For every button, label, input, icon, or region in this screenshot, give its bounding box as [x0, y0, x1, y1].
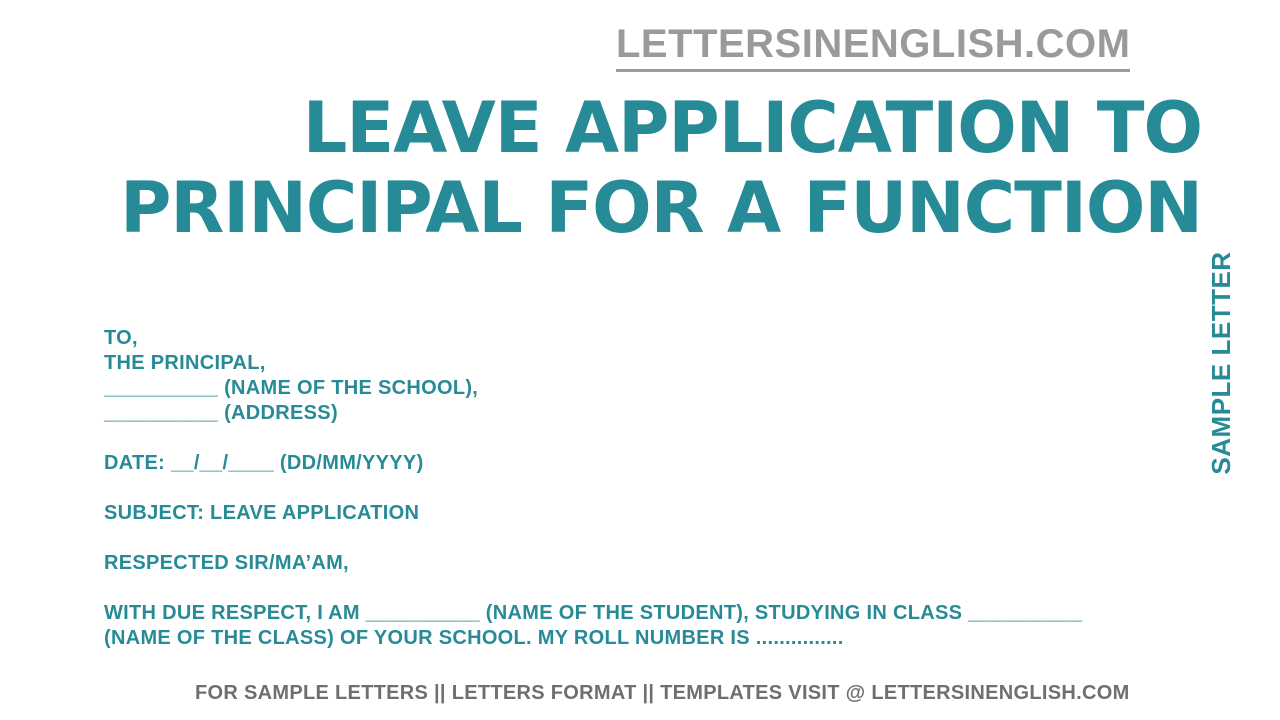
page-title-line-2: PRINCIPAL FOR A FUNCTION — [120, 167, 1202, 249]
page-title — [120, 88, 1202, 248]
footer-banner: FOR SAMPLE LETTERS || LETTERS FORMAT || TEMPLATES VISIT @ LETTERSINENGLISH.COM — [195, 682, 1130, 704]
spacer — [104, 476, 1164, 501]
letter-body — [104, 326, 1164, 651]
letter-recipient: THE PRINCIPAL, — [104, 352, 266, 374]
page-title-line-1: LEAVE APPLICATION TO — [302, 87, 1202, 169]
letter-salutation: RESPECTED SIR/MA’AM, — [104, 552, 349, 574]
spacer — [104, 426, 1164, 451]
sample-letter-label: SAMPLE LETTER — [1206, 251, 1236, 475]
letter-address: __________ (ADDRESS) — [104, 402, 338, 424]
letter-body-line-2: (NAME OF THE CLASS) OF YOUR SCHOOL. MY ROLL NUMBER IS ............... — [104, 627, 844, 649]
letter-to: TO, — [104, 327, 138, 349]
letter-date: DATE: __/__/____ (DD/MM/YYYY) — [104, 452, 424, 474]
letter-school-name: __________ (NAME OF THE SCHOOL), — [104, 377, 479, 399]
site-name-link[interactable]: LETTERSINENGLISH.COM — [616, 20, 1130, 72]
letter-body-line-1: WITH DUE RESPECT, I AM __________ (NAME OF THE STUDENT), STUDYING IN CLASS __________ — [104, 602, 1083, 624]
spacer — [104, 576, 1164, 601]
spacer — [104, 526, 1164, 551]
letter-subject: SUBJECT: LEAVE APPLICATION — [104, 502, 420, 524]
